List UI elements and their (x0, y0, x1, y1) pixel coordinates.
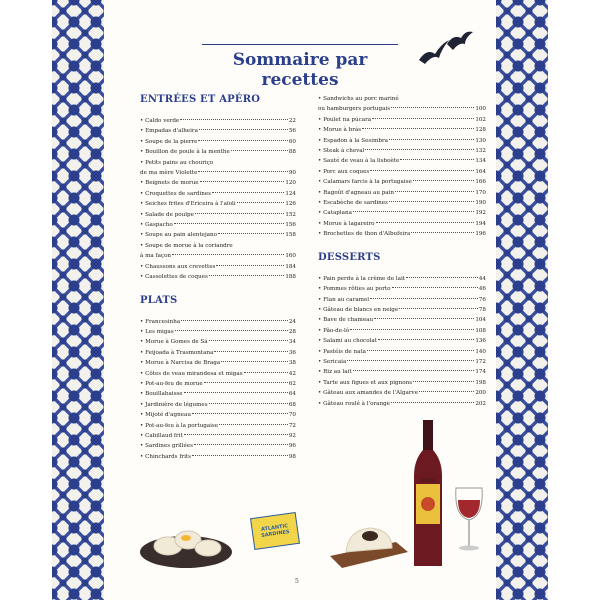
toc-entry-title: • Sardines grillées (140, 443, 193, 450)
column-left (140, 94, 296, 462)
toc-entry-page: 188 (285, 274, 296, 281)
section-heading-entrees: ENTRÉES ET APÉRO (140, 94, 261, 105)
toc-entry-title: • Sauté de veau à la lisboète (318, 158, 400, 165)
toc-entry (318, 156, 486, 166)
toc-dot-leader (367, 350, 474, 351)
toc-entry (318, 104, 486, 114)
cake-board-illustration (326, 512, 412, 570)
toc-entry-page: 44 (478, 275, 486, 282)
toc-entry (318, 388, 486, 398)
toc-entry (140, 230, 296, 240)
toc-entry (140, 410, 296, 420)
toc-entry-title: • Gâteau aux amandes de l'Algarve (318, 390, 419, 397)
toc-entry-title: ou hamburgers portugais (318, 106, 391, 113)
toc-entry-title: • Morue à brás (318, 127, 362, 134)
toc-entry-title: • Gâteau roulé à l'orange (318, 400, 390, 407)
wine-glass-illustration (452, 486, 486, 556)
toc-entry-page: 202 (475, 400, 486, 407)
sardine-tin-label: ATLANTIC SARDINES (260, 523, 290, 539)
toc-dot-leader (350, 329, 474, 330)
toc-dot-leader (198, 140, 287, 141)
book-page (104, 0, 496, 600)
toc-entry-title: • Cataplana (318, 210, 352, 217)
toc-dot-leader (209, 275, 284, 276)
toc-entry (140, 327, 296, 337)
toc-entry (140, 168, 296, 178)
toc-dot-leader (194, 444, 288, 445)
toc-entry (140, 452, 296, 462)
toc-dot-leader (237, 202, 285, 203)
toc-entry (318, 367, 486, 377)
toc-entry-page: 194 (475, 220, 486, 227)
toc-entry-page: 90 (288, 170, 296, 177)
toc-entry-page: 104 (475, 317, 486, 324)
toc-entry-title: • Ragoût d'agneau au pain (318, 189, 395, 196)
toc-entry (140, 337, 296, 347)
toc-dot-leader (221, 361, 288, 362)
section-heading-desserts: DESSERTS (318, 251, 381, 263)
toc-entry-page: 126 (285, 201, 296, 208)
toc-dot-leader (353, 370, 475, 371)
toc-entry-title: • Gâteau de blancs en neige (318, 306, 399, 313)
toc-dot-leader (391, 402, 474, 403)
toc-entry-title: • Morue à Narcisa de Braga (140, 360, 221, 367)
toc-dot-leader (389, 139, 474, 140)
toc-entry-title: • Petits pains au chouriço (140, 159, 214, 166)
toc-entry-title: • Pommes rôties au porto (318, 286, 391, 293)
page-title: Sommaire par recettes (232, 50, 368, 90)
toc-entry-title: • Calamars farcis à la portugaise (318, 179, 412, 186)
toc-entry (140, 400, 296, 410)
toc-entry-title: • Sericaia (318, 358, 347, 365)
toc-entry (318, 378, 486, 388)
toc-entry-page: 196 (475, 231, 486, 238)
toc-entry-page: 34 (288, 339, 296, 346)
toc-entry-page: 42 (288, 370, 296, 377)
toc-entry (318, 198, 486, 208)
toc-dot-leader (362, 128, 474, 129)
toc-entry-title: de ma mère Violette (140, 170, 198, 177)
toc-entry-title: • Cabillaud frit (140, 432, 183, 439)
toc-dot-leader (413, 180, 475, 181)
toc-dot-leader (181, 320, 288, 321)
toc-entry-page: 134 (475, 158, 486, 165)
toc-dot-leader (391, 107, 474, 108)
toc-entry-page: 130 (475, 137, 486, 144)
toc-entry (140, 199, 296, 209)
toc-entry-title: • Soupe au pain alentejano (140, 232, 217, 239)
wine-bottle-illustration (410, 420, 446, 570)
toc-entry-title: • Chinchards frits (140, 453, 191, 460)
toc-entry-page: 156 (285, 222, 296, 229)
toc-entry (318, 305, 486, 315)
title-rule (202, 44, 398, 45)
recipe-list-desserts (318, 274, 486, 409)
toc-dot-leader (400, 159, 474, 160)
azulejo-border-right (496, 0, 548, 600)
toc-entry (140, 158, 296, 168)
toc-entry-page: 76 (478, 296, 486, 303)
toc-entry-title: • Caldo verde (140, 118, 180, 124)
column-right (318, 94, 486, 409)
toc-dot-leader (192, 455, 288, 456)
toc-entry-page: 72 (288, 422, 296, 429)
toc-entry (140, 189, 296, 199)
toc-entry (318, 284, 486, 294)
toc-entry (140, 317, 296, 327)
toc-entry (140, 379, 296, 389)
swallow-icon (447, 32, 473, 50)
toc-entry-title: • Pastéis de nata (318, 348, 366, 355)
toc-entry-title: • Croquettes de sardines (140, 190, 212, 197)
toc-dot-leader (353, 211, 474, 212)
toc-entry-title: • Salade de poulpe (140, 211, 194, 218)
toc-entry-title: • Poulet na púcara (318, 116, 372, 123)
toc-entry-title: • Riz au lait (318, 369, 352, 376)
toc-entry (318, 219, 486, 229)
toc-entry-title: • Pot-au-feu à la portugaise (140, 422, 219, 429)
toc-entry-title: • Mijoté d'agneau (140, 412, 191, 419)
toc-entry (318, 315, 486, 325)
toc-entry-title: • Soupe de la pierre (140, 138, 198, 145)
toc-entry-page: 160 (285, 253, 296, 260)
sardine-tin-illustration (250, 512, 300, 550)
toc-entry-page: 46 (478, 286, 486, 293)
toc-dot-leader (370, 298, 478, 299)
toc-dot-leader (180, 119, 288, 120)
toc-entry (140, 147, 296, 157)
toc-dot-leader (184, 392, 288, 393)
toc-entry-title: • Francesinha (140, 318, 181, 325)
toc-entry-page: 166 (475, 179, 486, 186)
toc-entry-page: 172 (475, 358, 486, 365)
toc-entry-page: 88 (288, 149, 296, 156)
section-heading-plats: PLATS (140, 294, 178, 306)
toc-entry-title: • Morue à lagareiro (318, 220, 375, 227)
toc-entry (318, 229, 486, 239)
toc-entry (140, 210, 296, 220)
toc-dot-leader (216, 265, 284, 266)
toc-entry-page: 62 (288, 380, 296, 387)
toc-dot-leader (392, 287, 478, 288)
toc-entry (140, 358, 296, 368)
toc-entry (318, 115, 486, 125)
toc-entry (140, 389, 296, 399)
toc-entry (140, 241, 296, 251)
toc-entry-page: 200 (475, 390, 486, 397)
toc-dot-leader (218, 233, 284, 234)
toc-entry-title: • Côtes de veau mirandesa et migas (140, 370, 243, 377)
toc-entry-title: • Espadon à la Sesimbra (318, 137, 388, 144)
toc-entry (140, 441, 296, 451)
toc-dot-leader (175, 330, 288, 331)
toc-entry (140, 116, 296, 126)
toc-dot-leader (200, 181, 285, 182)
toc-entry-title: • Gaspacho (140, 222, 173, 229)
toc-entry-title: • Les migas (140, 328, 174, 335)
toc-dot-leader (372, 118, 474, 119)
toc-dot-leader (209, 403, 288, 404)
toc-entry-page: 70 (288, 412, 296, 419)
toc-entry (140, 137, 296, 147)
toc-entry (140, 220, 296, 230)
toc-entry-page: 174 (475, 369, 486, 376)
toc-entry-page: 102 (475, 116, 486, 123)
toc-entry-title: • Pot-au-feu de morue (140, 380, 203, 387)
toc-entry-page: 190 (475, 200, 486, 207)
recipe-list-entrees (140, 116, 296, 283)
toc-dot-leader (365, 149, 474, 150)
toc-entry-title: • Bouillon de poule à la menthe (140, 149, 230, 156)
toc-entry-title: • Porc aux coques (318, 168, 370, 175)
toc-entry-title: à ma façon (140, 253, 172, 260)
toc-dot-leader (192, 413, 288, 414)
toc-entry-title: • Soupe de morue à la coriandre (140, 242, 233, 249)
toc-entry-page: 170 (475, 189, 486, 196)
toc-entry-title: • Pain perdu à la crème de lait (318, 275, 405, 282)
toc-entry-title: • Cassolettes de coques (140, 274, 208, 281)
toc-dot-leader (413, 381, 474, 382)
toc-dot-leader (184, 434, 288, 435)
toc-entry-page: 28 (288, 328, 296, 335)
recipe-list-plats (140, 317, 296, 463)
toc-dot-leader (214, 351, 287, 352)
toc-entry-page: 108 (475, 327, 486, 334)
toc-dot-leader (172, 254, 284, 255)
toc-dot-leader (376, 222, 475, 223)
toc-entry (318, 167, 486, 177)
toc-dot-leader (395, 191, 474, 192)
toc-dot-leader (411, 232, 474, 233)
toc-dot-leader (406, 277, 478, 278)
toc-entry (318, 295, 486, 305)
toc-entry-title: • Sandwichs au porc mariné (318, 96, 399, 102)
bottle-label-text: PORTO (421, 478, 435, 483)
toc-entry (140, 421, 296, 431)
toc-dot-leader (347, 360, 474, 361)
toc-dot-leader (198, 171, 287, 172)
toc-entry-title: • Chaussons aux crevettes (140, 263, 216, 270)
toc-dot-leader (244, 372, 288, 373)
toc-entry-title: • Salami au chocolat (318, 338, 377, 345)
toc-entry (318, 136, 486, 146)
toc-entry (318, 146, 486, 156)
toc-dot-leader (419, 391, 474, 392)
toc-entry-title: • Tarte aux figues et aux pignons (318, 379, 413, 386)
toc-entry-page: 38 (288, 360, 296, 367)
toc-entry (318, 357, 486, 367)
toc-entry (318, 326, 486, 336)
toc-entry (140, 262, 296, 272)
toc-entry (318, 347, 486, 357)
toc-entry-page: 192 (475, 210, 486, 217)
toc-entry-title: • Jardinière de légumes (140, 401, 208, 408)
swallows-illustration (415, 30, 475, 70)
toc-entry-page: 152 (285, 211, 296, 218)
toc-entry (318, 177, 486, 187)
toc-entry-page: 96 (288, 443, 296, 450)
toc-entry-title: • Beignets de morue (140, 180, 199, 187)
toc-entry-title: • Steak à cheval (318, 148, 365, 155)
toc-entry (140, 348, 296, 358)
toc-dot-leader (174, 223, 285, 224)
toc-entry-page: 184 (285, 263, 296, 270)
toc-entry-page: 140 (475, 348, 486, 355)
toc-entry (318, 274, 486, 284)
toc-entry-title: • Brochettes de thon d'Albufeira (318, 231, 411, 238)
toc-entry-page: 136 (475, 338, 486, 345)
toc-entry-page: 92 (288, 432, 296, 439)
toc-dot-leader (212, 192, 284, 193)
toc-entry-page: 132 (475, 148, 486, 155)
azulejo-border-left (52, 0, 104, 600)
toc-entry-title: • Empadas d'alheira (140, 128, 198, 135)
page-number: 5 (295, 578, 299, 585)
toc-entry-page: 22 (288, 118, 296, 124)
toc-entry-page: 164 (475, 168, 486, 175)
toc-entry (140, 369, 296, 379)
toc-entry-page: 128 (475, 127, 486, 134)
toc-entry (140, 126, 296, 136)
toc-entry-page: 124 (285, 190, 296, 197)
toc-dot-leader (231, 150, 288, 151)
toc-dot-leader (195, 213, 284, 214)
toc-entry (318, 336, 486, 346)
toc-entry (318, 208, 486, 218)
toc-entry-page: 60 (288, 138, 296, 145)
toc-entry-title: • Seiches frites d'Ericeira à l'aïoli (140, 201, 236, 208)
recipe-list-plats-continued (318, 94, 486, 240)
toc-entry-title: • Pão-de-ló (318, 327, 350, 334)
toc-entry-page: 68 (288, 401, 296, 408)
toc-entry-title: • Escabèche de sardines (318, 200, 388, 207)
toc-entry (140, 251, 296, 261)
pastries-plate-illustration (138, 516, 234, 572)
toc-entry-title: • Flan au caramel (318, 296, 370, 303)
toc-entry-page: 56 (288, 128, 296, 135)
toc-dot-leader (219, 424, 288, 425)
toc-entry (140, 178, 296, 188)
toc-entry-title: • Bave de chameau (318, 317, 374, 324)
toc-dot-leader (204, 382, 288, 383)
toc-entry (318, 94, 486, 104)
swallow-icon (419, 40, 449, 64)
toc-entry (318, 188, 486, 198)
toc-dot-leader (199, 129, 288, 130)
toc-entry-page: 120 (285, 180, 296, 187)
toc-entry (140, 272, 296, 282)
toc-entry-page: 198 (475, 379, 486, 386)
toc-entry-page: 64 (288, 391, 296, 398)
toc-dot-leader (378, 339, 474, 340)
toc-entry-page: 100 (475, 106, 486, 113)
toc-dot-leader (370, 170, 474, 171)
toc-entry-page: 98 (288, 453, 296, 460)
toc-entry (140, 431, 296, 441)
toc-entry-page: 36 (288, 349, 296, 356)
toc-entry (318, 125, 486, 135)
toc-entry-page: 78 (478, 306, 486, 313)
toc-entry-page: 24 (288, 318, 296, 325)
toc-entry-title: • Morue à Gomes de Sá (140, 339, 208, 346)
toc-dot-leader (374, 318, 474, 319)
toc-entry-page: 158 (285, 232, 296, 239)
toc-entry-title: • Feijoada à Trasmontana (140, 349, 214, 356)
toc-dot-leader (399, 308, 478, 309)
toc-dot-leader (209, 340, 288, 341)
toc-entry-title: • Bouillabaisse (140, 391, 183, 398)
toc-dot-leader (389, 201, 474, 202)
toc-entry (318, 399, 486, 409)
